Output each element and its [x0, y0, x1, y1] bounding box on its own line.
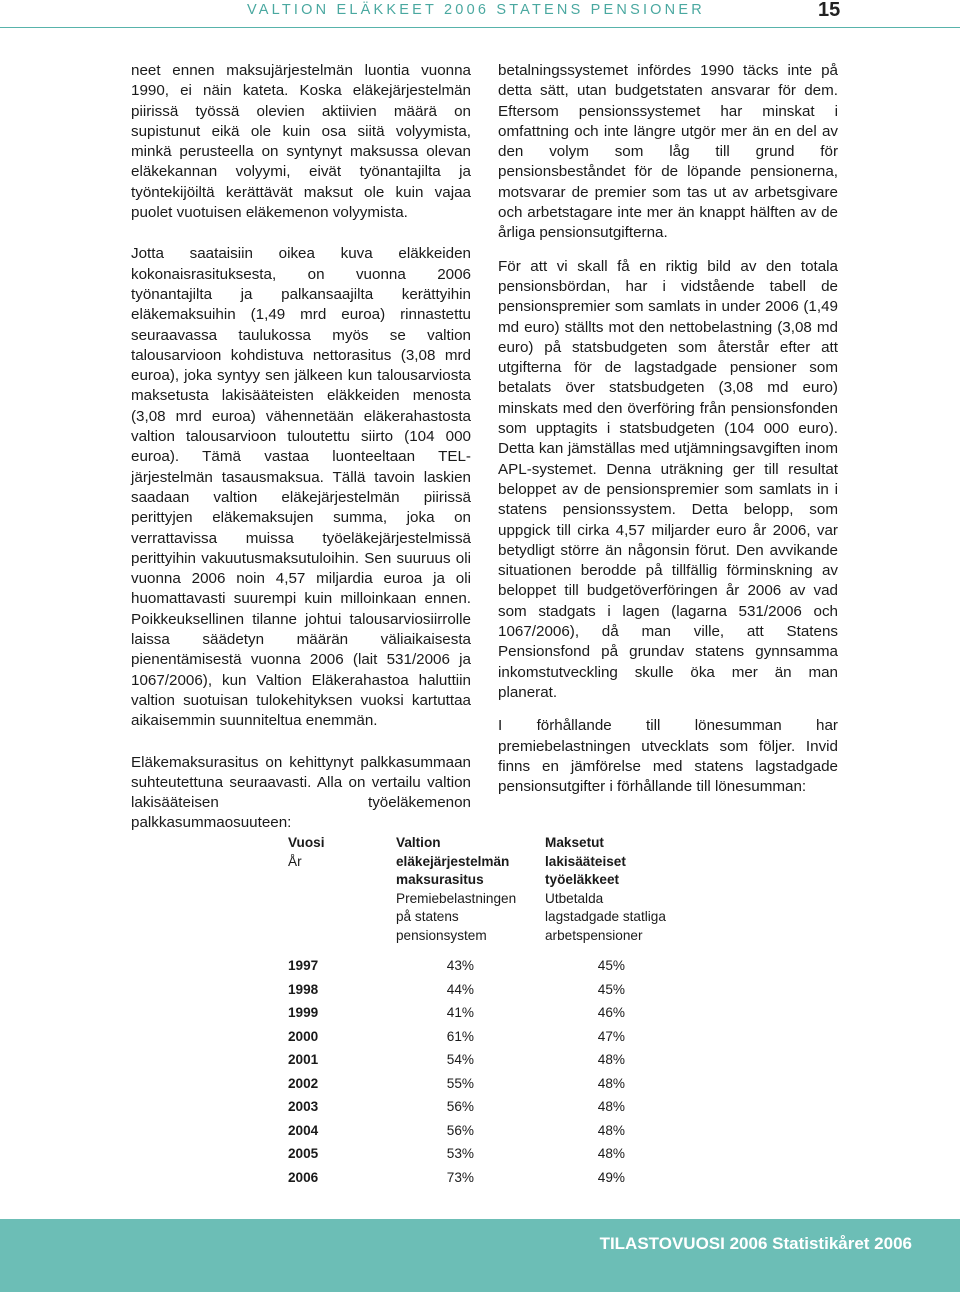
year-cell: 2005: [288, 1146, 319, 1161]
right-paragraph-2: För att vi skall få en riktig bild av den totala pensionsbördan, har i vidstående tabell de pensionspremier som samlats in under 2006 (1,49 md euro) ställts mot den nettobelastning (3,08 md euro) på statsbudgeten som återstår efter att utgifterna för de lagstadgade pensioner som betalats över statsbudgeten (3,08 md euro) minskats med den överföring från pensionsfonden som upptagits i statsbudgeten (104 000 euro). Detta kan jämställas med utjämningsavgiften inom APL-systemet. Denna uträkning ger till resultat beloppet av de pensionspremier som samlats in i statens pensionssystem. Detta belopp, som uppgick till cirka 4,57 miljarder euro år 2006, var betydligt större än någonsin förut. Den avvikande situationen berodde på tillfällig förminskning av beloppet till budgetöverföringen år 2006 av vad som stadgats i lagen (lagarna 531/2006 och 1067/2006), då man ville, att Statens Pensionsfond på grundav statens gynnsamma inkomstutveckling skulle öka mer än man planerat.: [498, 257, 838, 701]
left-paragraph-3: Eläkemaksurasitus on kehittynyt palkkasummaan suhteutettuna seuraavasti. Alla on vertailu valtion lakisääteisen työeläkemenon palkkasummaosuuteen:: [131, 753, 471, 832]
header-year-fi: Vuosi: [288, 835, 325, 850]
header-fees-sv-line2: på statens: [396, 909, 459, 924]
table-row: [288, 1052, 688, 1076]
column-header-fees: [396, 834, 516, 945]
fees-cell: 41%: [446, 1005, 474, 1020]
right-paragraph-1: betalningssystemet infördes 1990 täcks inte på detta sätt, utan budgetstaten ansvarar för dem. Eftersom pensionssystemet har minskat i omfattning och inte längre utgör mer än en del av den volym som låg till grund för pensionsbeståndet för de löpande pensionerna, motsvarar de premier som tas ut av arbetsgivare och arbetstagare inte mer än knappt hälften av de årliga pensionsutgifterna.: [498, 62, 838, 242]
right-column: [498, 61, 838, 818]
pensions-cell: 48%: [597, 1122, 625, 1138]
year-cell: 2002: [288, 1075, 319, 1091]
year-cell: 1997: [288, 958, 319, 973]
right-paragraph-3: I förhållande till lönesumman har premiebelastningen utvecklats som följer. Invid finns en jämförelse med statens lagstadgade pensionsutgifter i förhållande till lönesumman:: [498, 717, 838, 796]
header-fees-sv-line3: pensionsystem: [396, 927, 487, 943]
fees-cell: 56%: [446, 1099, 474, 1114]
year-cell: 2000: [288, 1028, 319, 1044]
pensions-cell: 46%: [597, 1005, 625, 1020]
fees-cell: 56%: [446, 1122, 474, 1138]
pensions-cell: 48%: [597, 1052, 625, 1067]
header-fees-fi-line2: eläkejärjestelmän: [396, 853, 510, 869]
fees-cell: 44%: [446, 981, 474, 997]
footer-title: TILASTOVUOSI 2006 Statistikåret 2006: [599, 1234, 912, 1253]
footer-band: [0, 1219, 960, 1292]
table-row: [288, 982, 688, 1006]
header-pensions-sv-line1: Utbetalda: [545, 890, 604, 906]
table-row: [288, 1123, 688, 1147]
table-row: [288, 1146, 688, 1170]
column-header-pensions: [545, 834, 666, 945]
year-cell: 1999: [288, 1005, 319, 1020]
year-cell: 2004: [288, 1122, 319, 1138]
fees-cell: 43%: [446, 958, 474, 973]
table-row: [288, 1170, 688, 1194]
header-year-sv: År: [288, 853, 302, 869]
year-cell: 2003: [288, 1099, 319, 1114]
table-row: [288, 1029, 688, 1053]
pensions-cell: 48%: [597, 1075, 625, 1091]
year-cell: 1998: [288, 981, 319, 997]
pensions-cell: 48%: [597, 1146, 625, 1161]
pensions-cell: 45%: [597, 958, 625, 973]
column-header-year: [288, 834, 325, 871]
table-row: [288, 1005, 688, 1029]
pensions-cell: 47%: [597, 1028, 625, 1044]
left-column: [131, 61, 471, 855]
header-fees-sv-line1: Premiebelastningen: [396, 890, 517, 906]
left-paragraph-2: Jotta saataisiin oikea kuva eläkkeiden kokonaisrasituksesta, on vuonna 2006 työnantajilta ja palkansaajilta kerättyihin eläkemaksuihin (1,49 mrd euroa) rinnastettu seuraavassa taulukossa myös se valtion talousarvioon kohdistuva nettorasitus (3,08 mrd euroa), joka syntyy sen jälkeen kun talousarviosta maksetusta lakisääteisten eläkkeiden menosta (3,08 mrd euroa) vähennetään eläkerahastosta valtion talousarvioon tuloutettu siirto (104 000 euroa). Tämä vastaa luonteeltaan TEL-järjestelmän tasausmaksua. Tällä tavoin laskien saadaan valtion eläkejärjestelmän piirissä perittyjen eläkemaksujen summa, joka on verrattavissa muissa työeläkejärjestelmissä perittyihin vakuutusmaksutuloihin. Sen suuruus oli vuonna 2006 noin 4,57 miljardia euroa ja oli huomattavasti suurempi kuin milloinkaan ennen. Poikkeuksellinen tilanne johtui talousarviosiirrolle laissa säädetyn määrän väliaikaisesta pienentämisestä vuonna 2006 (lait 531/2006 ja 1067/2006), kun Valtion Eläkerahastoa haluttiin valtion suotuisan tulokehityksen vuoksi kartuttaa aikaisemmin suunniteltua enemmän.: [131, 245, 471, 730]
year-cell: 2001: [288, 1052, 319, 1067]
pensions-cell: 45%: [597, 981, 625, 997]
table-row: [288, 1076, 688, 1100]
header-fees-fi-line1: Valtion: [396, 835, 441, 850]
header-title: VALTION ELÄKKEET 2006 STATENS PENSIONER: [247, 2, 705, 18]
pensions-cell: 49%: [597, 1169, 625, 1185]
fees-cell: 55%: [446, 1075, 474, 1091]
page-number: 15: [818, 0, 841, 21]
table-row: [288, 958, 688, 982]
header-pensions-fi-line2: lakisääteiset: [545, 853, 626, 869]
fees-cell: 61%: [446, 1028, 474, 1044]
header-pensions-fi-line1: Maksetut: [545, 835, 604, 850]
left-paragraph-1: neet ennen maksujärjestelmän luontia vuonna 1990, ei näin kateta. Koska eläkejärjestelmän piirissä työssä olevien aktiivien määrä on supistunut eikä ole kuin osa siitä volyymista, minkä perusteella on syntynyt maksussa olevan eläkekannan volyymi, eivät työnantajilta ja työntekijöiltä kerättävät maksut ole kuin vajaa puolet vuotuisen eläkemenon volyymista.: [131, 62, 471, 222]
header-pensions-fi-line3: työeläkkeet: [545, 872, 620, 887]
pensions-cell: 48%: [597, 1099, 625, 1114]
fees-cell: 73%: [446, 1169, 474, 1185]
table-body: [288, 958, 688, 1193]
fees-cell: 54%: [446, 1052, 474, 1067]
header-pensions-sv-line3: arbetspensioner: [545, 927, 643, 943]
header-pensions-sv-line2: lagstadgade statliga: [545, 909, 666, 924]
header-rule: [0, 27, 960, 28]
year-cell: 2006: [288, 1169, 319, 1185]
header-fees-fi-line3: maksurasitus: [396, 872, 484, 887]
fees-cell: 53%: [446, 1146, 474, 1161]
table-row: [288, 1099, 688, 1123]
